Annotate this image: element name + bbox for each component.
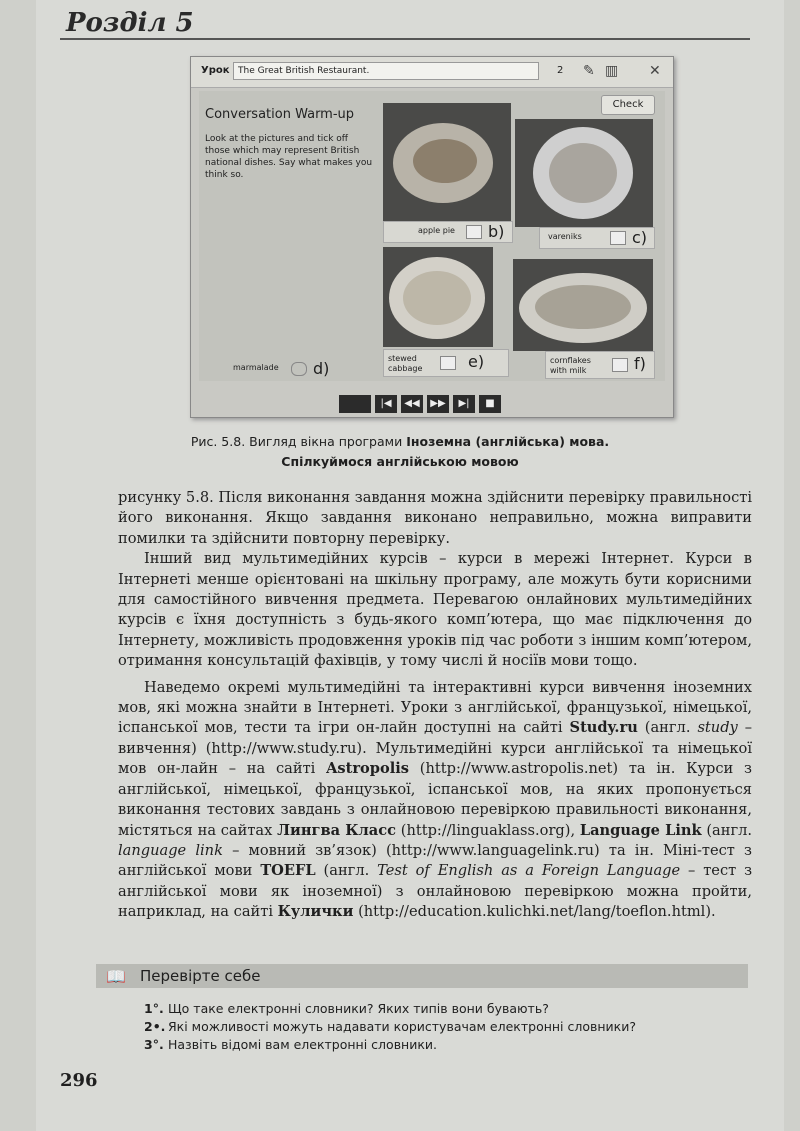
item-apple-pie bbox=[383, 221, 513, 243]
self-check-banner bbox=[96, 964, 748, 988]
item-vareniks bbox=[539, 227, 655, 249]
lesson-field[interactable]: The Great British Restaurant. bbox=[233, 62, 539, 80]
item-cornflakes bbox=[545, 351, 655, 379]
figure-caption bbox=[60, 432, 740, 472]
item-label: stewed cabbage bbox=[388, 354, 423, 373]
caption-bold-1: Іноземна (англійська) мова. bbox=[406, 434, 610, 449]
tick-checkbox[interactable] bbox=[440, 356, 456, 370]
item-label: cornflakes with milk bbox=[550, 356, 591, 375]
item-label: apple pie bbox=[418, 226, 455, 235]
self-check-questions bbox=[144, 1000, 744, 1054]
tick-checkbox[interactable] bbox=[291, 362, 307, 376]
stop-button[interactable]: ■ bbox=[479, 395, 501, 413]
photo-stewed-cabbage bbox=[383, 247, 493, 347]
item-stewed-cabbage bbox=[383, 349, 509, 377]
tick-checkbox[interactable] bbox=[612, 358, 628, 372]
item-letter: f) bbox=[634, 354, 646, 373]
caption-prefix: Рис. 5.8. Вигляд вікна програми bbox=[190, 434, 403, 449]
pencil-icon[interactable]: ✎ bbox=[583, 63, 595, 79]
previous-button[interactable]: ◀◀ bbox=[401, 395, 423, 413]
item-letter: e) bbox=[468, 352, 485, 371]
open-book-icon: 📖 bbox=[106, 967, 126, 986]
item-letter: b) bbox=[488, 222, 505, 241]
item-label: marmalade bbox=[233, 363, 279, 372]
item-letter: d) bbox=[313, 359, 330, 378]
next-button[interactable]: ▶▶ bbox=[427, 395, 449, 413]
paragraph-3: Наведемо окремі мультимедійні та інтерактивні курси вивчення іноземних мов, які можна знайти в Інтернеті. Уроки з англійської, французької, німецької, іспанської мов, тести та ігри он-лайн доступні на сайті Study.ru (англ. study – вивчення) (http://www.study.ru). Мультимедійні курси англійської та німецької мов он-лайн – на сайті Astropolis (http://www.astropolis.net) та ін. Курси з англійської, німецької, французької, іспанської мов, на яких пропонується виконання тестових завдань з онлайновою перевіркою правильності виконання, містяться на сайтах Лингва Класс (http://linguaklass.org), Language Link (англ. language link – мовний зв’язок) (http://www.languagelink.ru) та ін. Міні-тест з англійської мови TOEFL (англ. Test of English as a Foreign Language – тест з англійської мови як іноземної) з онлайновою перевіркою можна пройти, наприклад, на сайті Кулички (http://education.kulichki.net/lang/toeflon.html). bbox=[118, 678, 753, 921]
self-check-title: Перевірте себе bbox=[140, 967, 261, 985]
page-number: 296 bbox=[60, 1070, 98, 1091]
navigation-bar bbox=[339, 395, 501, 413]
tick-checkbox[interactable] bbox=[610, 231, 626, 245]
first-page-button[interactable]: |◀ bbox=[375, 395, 397, 413]
page-indicator: 2 bbox=[557, 65, 564, 76]
paragraph-1: рисунку 5.8. Після виконання завдання можна здійснити перевірку правильності його виконання. Якщо завдання виконано неправильно, можна виправити помилки та здійснити повторну перевірку. bbox=[118, 489, 752, 547]
tick-checkbox[interactable] bbox=[466, 225, 482, 239]
lesson-title: Conversation Warm-up bbox=[205, 107, 355, 122]
program-window-figure bbox=[190, 56, 674, 418]
book-icon[interactable]: ▥ bbox=[605, 63, 619, 79]
question-item: 3°. Назвіть відомі вам електронні словники. bbox=[144, 1037, 438, 1052]
paragraph-2: Інший вид мультимедійних курсів – курси в мережі Інтернет. Курси в Інтернеті менше орієнтовані на шкільну програму, але можуть бути корисними для самостійного вивчення предмета. Перевагою онлайнових мультимедійних курсів є їхня доступність з будь-якого комп’ютера, що має підключення до Інтернету, можливість продовження уроків під час роботи з іншим комп’ютером, отримання консультацій фахівців, у тому числі й носіїв мови тощо. bbox=[118, 550, 752, 670]
close-icon[interactable]: ✕ bbox=[649, 63, 661, 79]
lesson-label: Урок bbox=[201, 65, 230, 76]
window-titlebar bbox=[191, 57, 673, 88]
body-text bbox=[118, 488, 752, 923]
lesson-content bbox=[199, 91, 665, 381]
question-item: 1°. Що таке електронні словники? Яких типів вони бувають? bbox=[144, 1001, 549, 1016]
question-item: 2•. Які можливості можуть надавати користувачам електронні словники? bbox=[144, 1019, 636, 1034]
photo-vareniks bbox=[515, 119, 653, 227]
instructions-text: Look at the pictures and tick off those which may represent British national dishes. Say what makes you think so. bbox=[205, 134, 373, 180]
item-letter: c) bbox=[632, 228, 648, 247]
item-label: vareniks bbox=[548, 232, 582, 241]
item-marmalade bbox=[229, 359, 339, 379]
caption-bold-2: Спілкуймося англійською мовою bbox=[281, 454, 519, 469]
nav-blank bbox=[339, 395, 371, 413]
last-page-button[interactable]: ▶| bbox=[453, 395, 475, 413]
photo-cornflakes bbox=[513, 259, 653, 351]
chapter-label: Розділ 5 bbox=[66, 8, 194, 38]
check-button[interactable]: Check bbox=[601, 95, 655, 115]
photo-apple-pie bbox=[383, 103, 511, 221]
